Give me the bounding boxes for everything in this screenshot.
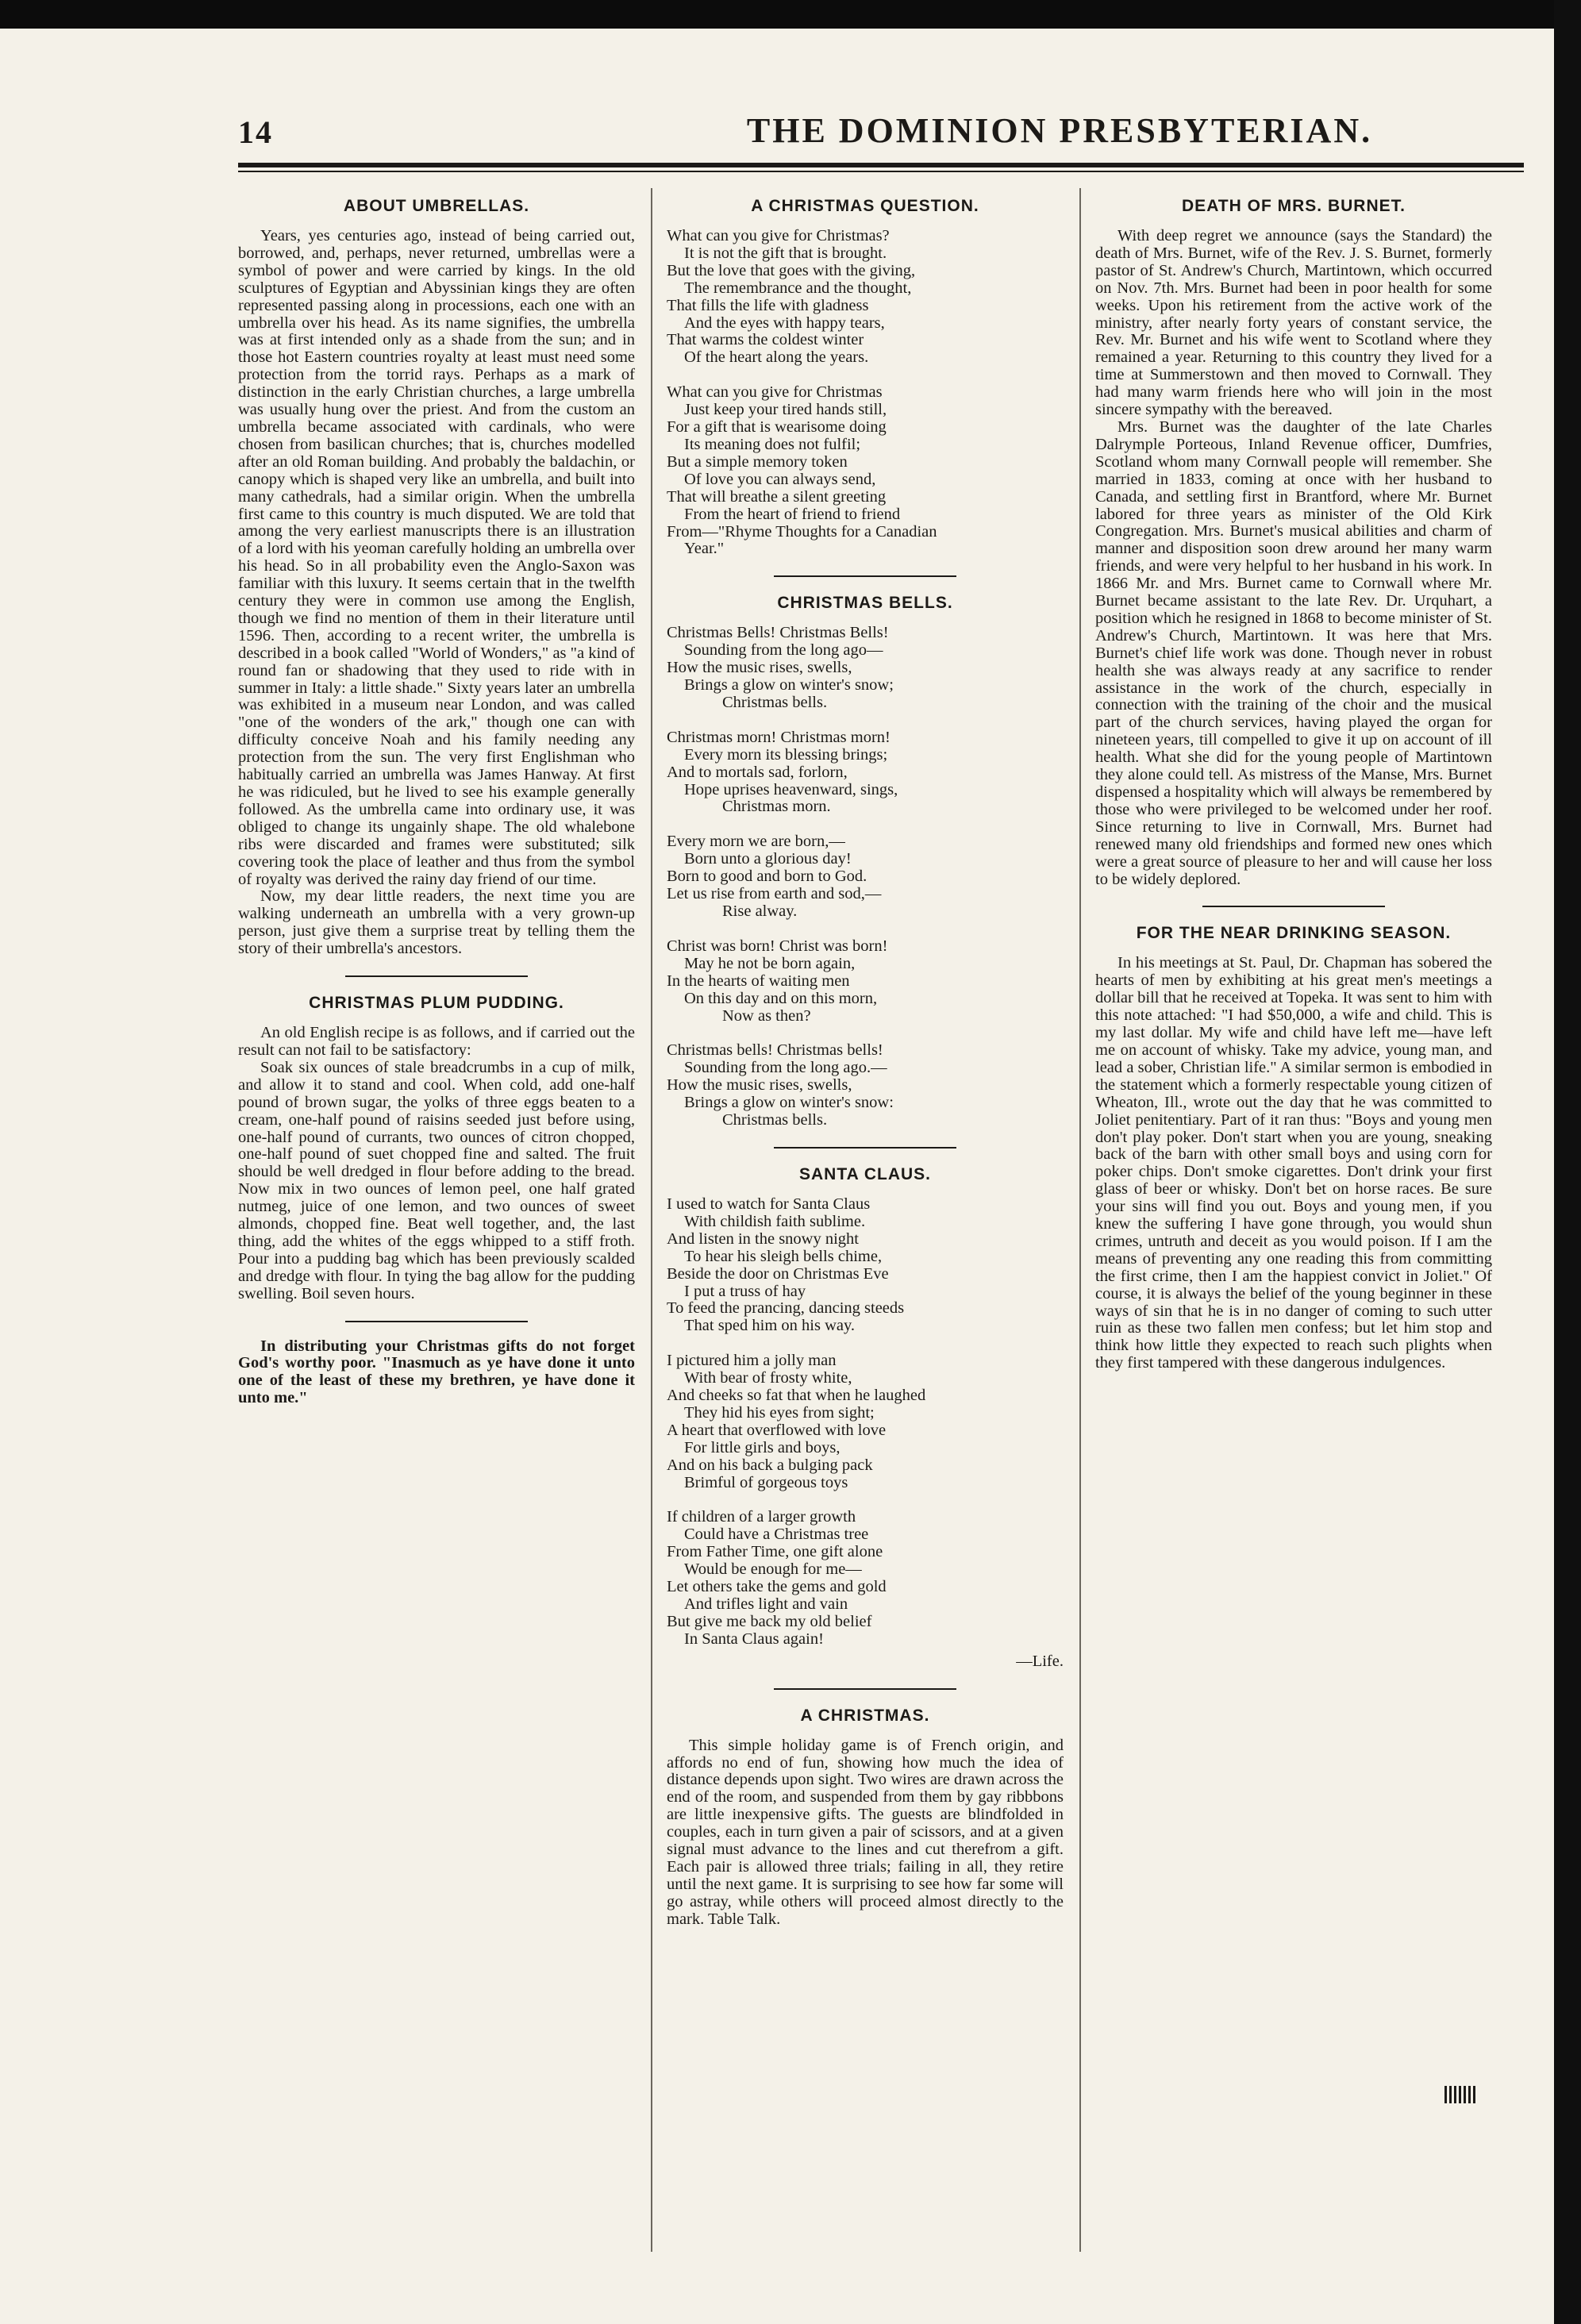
article-paragraph: Mrs. Burnet was the daughter of the late Charles Dalrymple Porteous, Inland Revenue officer, Dumfries, Scotland whom many Cornwall people will remember. She married in 1833, coming at once with her husband to Canada, and settling first in Brantford, where Mr. Burnet labored for three years as minister of the Old Kirk Congregation. Mrs. Burnet's musical abilities and charm of manner and disposition soon drew around her many warm friends, and were very helpful to her husband in his work. In 1866 Mr. and Mrs. Burnet came to Cornwall where Mr. Burnet became assistant to the late Rev. Dr. Urquhart, a position which he resigned in 1868 to become minister of St. Andrew's Church, Martintown. It was here that Mrs. Burnet's chief life work was done. Though never in robust health she was always ready at any sacrifice to render assistance in the work of the church, especially in connection with the training of the choir and the musical part of the church services, having played the organ for nineteen years, till compelled to give it up on account of ill health. What she did for the young people of Martintown they alone could tell. As mistress of the Manse, Mrs. Burnet dispensed a hospitality which will always be remembered by those who were privileged to be welcomed under her roof. Since returning to live in Cornwall, Mrs. Burnet had renewed many old friendships and formed new ones which were a great source of pleasure to her and will cause her loss to be widely deplored.: [1095, 417, 1492, 888]
poem-stanza: [667, 938, 1064, 1025]
article-paragraph: With deep regret we announce (says the Standard) the death of Mrs. Burnet, wife of the Rev. J. S. Burnet, formerly pastor of St. Andrew's Church, Martintown, which occurred on Nov. 7th. Mrs. Burnet had been in poor health for some weeks. Upon his retirement from the active work of the ministry, after nearly forty years of constant service, the Rev. Mr. Burnet and his wife went to Scotland where they remained a year. Returning to this country they lived for a time at Summerstown and then moved to Cornwall. They had many warm friends here who will join in the most sincere sympathy with the bereaved.: [1095, 227, 1492, 419]
poem-line: I put a truss of hay: [684, 1282, 806, 1300]
poem-line: If children of a larger growth: [667, 1508, 856, 1526]
poem-line: Christmas bells.: [722, 693, 828, 711]
poem-stanza: [667, 1196, 1064, 1335]
poem-source: Year.": [684, 540, 725, 558]
poem-line: I used to watch for Santa Claus: [667, 1195, 871, 1213]
poem-line: And trifles light and vain: [684, 1595, 848, 1613]
article-title-santa-claus: SANTA CLAUS.: [799, 1164, 931, 1183]
poem-line: Brings a glow on winter's snow;: [684, 676, 894, 695]
poem-line: It is not the gift that is brought.: [684, 244, 887, 262]
poem-line: Born unto a glorious day!: [684, 850, 852, 868]
poem-line: Christmas morn.: [722, 798, 831, 816]
poem-line: Christmas morn! Christmas morn!: [667, 728, 891, 746]
poem-line: But a simple memory token: [667, 452, 848, 471]
poem-line: What can you give for Christmas?: [667, 227, 890, 244]
scan-right-border: [1554, 0, 1581, 2324]
poem-line: Now as then?: [722, 1006, 811, 1025]
section-separator: [774, 575, 956, 577]
poem-line: For a gift that is wearisome doing: [667, 418, 887, 437]
poem-line: May he not be born again,: [684, 954, 856, 972]
poem-line: That sped him on his way.: [684, 1317, 856, 1335]
poem-line: But the love that goes with the giving,: [667, 261, 916, 279]
poem-line: Hope uprises heavenward, sings,: [684, 780, 898, 798]
article-paragraph: This simple holiday game is of French origin, and affords no end of fun, showing how much the idea of distance depends upon sight. Two wires are drawn across the end of the room, and suspended from them by gay ribbbons are little inexpensive gifts. The guests are blindfolded in couples, each in turn given a pair of scissors, and at a given signal must advance to the lines and cut therefrom a gift. Each pair is allowed three trials; failing in all, they retire until the next game. It is surprising to see how far some will go astray, while others will proceed almost directly to the mark. Table Talk.: [667, 1736, 1064, 1928]
article-paragraph: Years, yes centuries ago, instead of being carried out, borrowed, and, perhaps, never returned, umbrellas were a symbol of power and were carried by kings. In the old sculptures of Egyptian and Abyssinian kings they are often represented passing along in processions, each one with an umbrella over his head. As its name signifies, the umbrella was at first intended only as a shade from the sun; and in those hot Eastern countries royalty at least must need some protection from the torrid rays. Perhaps as a mark of distinction in the early Christian churches, a large umbrella was usually hung over the priest. And from the custom an umbrella became associated with cardinals, who were chosen from basilican churches; that is, churches modelled after an old Roman building. And probably the baldachin, or canopy which is shaped very like an umbrella, and built into many cathedrals, had a similar origin. When the umbrella first came to this country is much disputed. We are told that among the very earliest manuscripts there is an illustration of a lord with his yeoman carefully holding an umbrella over his head. So in all probability even the Anglo-Saxon was familiar with this luxury. It seems certain that in the twelfth century they were in common use among the English, though we find no mention of them in their literature until 1596. Then, according to a recent writer, the umbrella is described in a book called "World of Wonders," as "a kind of round fan or shadowing that they used to ride with in summer in Italy: a little shade." Sixty years later an umbrella was exhibited in a museum near London, and was called "one of the wonders of the ark," though one can with difficulty conceive Noah and his family needing any protection from the sun. The very first Englishman who habitually carried an umbrella was James Hanway. At first he was ridiculed, but he lived to see his example generally followed. As the umbrella came into ordinary use, it was obliged to change its ungainly shape. The old whalebone ribs were discarded and frames were substituted; silk covering took the place of leather and thus from the symbol of royalty was derived the rainy day friend of our time.: [238, 227, 635, 888]
poem-line: That will breathe a silent greeting: [667, 487, 887, 506]
poem-line: And on his back a bulging pack: [667, 1456, 873, 1474]
poem-line: With bear of frosty white,: [684, 1369, 852, 1387]
article-paragraph: Soak six ounces of stale breadcrumbs in a cup of milk, and allow it to stand and cool. When cold, add one-half pound of brown sugar, the yolks of three eggs beaten to a cream, one-half pound of raisins seeded just before using, one-half pound of currants, two ounces of citron chopped, one-half pound of suet chopped fine and salted. The fruit should be well dredged in flour before adding to the bread. Now mix in two ounces of lemon peel, one half grated nutmeg, juice of one lemon, and two ounces of sweet almonds, chopped fine. Beat well together, and, the last thing, add the whites of the eggs whipped to a stiff froth. Pour into a pudding bag which has been previously scalded and dredge with flour. In tying the bag allow for the pudding swelling. Boil seven hours.: [238, 1058, 635, 1302]
poem-line: Every morn its blessing brings;: [684, 745, 888, 764]
article-title-death-of-mrs-burnet: DEATH OF MRS. BURNET.: [1182, 197, 1406, 215]
poem-line: They hid his eyes from sight;: [684, 1403, 875, 1422]
poem-stanza: [667, 1352, 1064, 1491]
poem-stanza: [667, 228, 1064, 367]
poem-line: Christmas bells.: [722, 1111, 828, 1129]
poem-line: Christmas bells! Christmas bells!: [667, 1041, 883, 1060]
poem-line: For little girls and boys,: [684, 1438, 841, 1456]
poem-line: Would be enough for me—: [684, 1560, 862, 1579]
article-title-near-drinking-season: FOR THE NEAR DRINKING SEASON.: [1136, 924, 1452, 943]
poem-attribution: —Life.: [1016, 1652, 1064, 1670]
article-title-christmas-bells: CHRISTMAS BELLS.: [777, 594, 953, 613]
article-title-christmas-question: A CHRISTMAS QUESTION.: [751, 197, 979, 215]
article-title-pudding: CHRISTMAS PLUM PUDDING.: [309, 994, 564, 1013]
poem-line: That fills the life with gladness: [667, 296, 869, 314]
poem-stanza: [667, 1042, 1064, 1129]
section-separator: [345, 975, 528, 977]
section-separator: [345, 1321, 528, 1322]
poem-line: Brings a glow on winter's snow:: [684, 1094, 894, 1112]
poem-stanza: [667, 625, 1064, 712]
poem-line: But give me back my old belief: [667, 1612, 872, 1630]
section-separator: [1202, 906, 1385, 907]
poem-line: In Santa Claus again!: [684, 1629, 824, 1648]
poem-stanza: [667, 1509, 1064, 1648]
poem-line: On this day and on this morn,: [684, 989, 878, 1007]
page-number: 14: [238, 114, 273, 150]
gifts-paragraph: In distributing your Christmas gifts do not forget God's worthy poor. "Inasmuch as ye have done it unto one of the least of these my brethren, ye have done it unto me.": [238, 1337, 635, 1407]
poem-line: A heart that overflowed with love: [667, 1421, 887, 1439]
poem-line: Just keep your tired hands still,: [684, 401, 887, 419]
poem-line: Brimful of gorgeous toys: [684, 1473, 848, 1491]
scan-top-border: [0, 0, 1581, 29]
header-rule-thin: [238, 171, 1524, 172]
section-separator: [774, 1147, 956, 1149]
poem-line: Rise alway.: [722, 902, 798, 920]
column-middle: [667, 188, 1064, 1929]
poem-line: Let us rise from earth and sod,—: [667, 885, 882, 903]
poem-line: With childish faith sublime.: [684, 1212, 866, 1230]
poem-stanza: [667, 833, 1064, 921]
poem-line: In the hearts of waiting men: [667, 972, 850, 990]
poem-line: Of love you can always send,: [684, 470, 876, 488]
poem-line: And the eyes with happy tears,: [684, 314, 885, 332]
poem-line: Could have a Christmas tree: [684, 1526, 869, 1544]
poem-line: Sounding from the long ago—: [684, 641, 883, 660]
poem-line: To feed the prancing, dancing steeds: [667, 1299, 905, 1318]
article-title-a-christmas: A CHRISTMAS.: [800, 1706, 930, 1725]
poem-line: Beside the door on Christmas Eve: [667, 1264, 889, 1283]
poem-line: From the heart of friend to friend: [684, 505, 901, 523]
poem-line: Let others take the gems and gold: [667, 1578, 887, 1596]
article-paragraph: Now, my dear little readers, the next time you are walking underneath an umbrella with a very grown-up person, just give them a surprise treat by telling them the story of their umbrella's ancestors.: [238, 887, 635, 958]
article-paragraph: An old English recipe is as follows, and if carried out the result can not fail to be satisfactory:: [238, 1024, 635, 1059]
article-paragraph: In his meetings at St. Paul, Dr. Chapman has sobered the hearts of men by exhibiting at his great men's meetings a dollar bill that he received at Topeka. It was sent to him with this note attached: "I had $50,000, a wife and child. This is my last dollar. My wife and child have left me—have left me on account of whisky. Take my advice, young man, and lead a sober, Christian life." A similar sermon is embodied in the statement which a formerly respectable young citizen of Wheaton, Ill., wrote out the day that he was committed to Joliet penitentiary. Part of it ran thus: "Boys and young men don't play poker. Don't start when you are young, sneaking back of the barn with other small boys and using corn for poker chips. Don't smoke cigarettes. Don't drink your first glass of beer or whisky. Don't bet on horse races. Be sure your sins will find you out. Boys and young men, if you knew the suffering I have gone through, you would shun crimes, untruth and deceit as you would poison. If I am the means of preventing any one reading this from committing the first crime, then I am the happiest convict in Joliet." Of course, it is always the belief of the young beginner in these ways of sin that he is in no danger of coming to such utter ruin as these two fallen men confess; but let him stop and think how little they expected to reach such plights when they first tampered with these dangerous indulgences.: [1095, 954, 1492, 1372]
poem-line: Every morn we are born,—: [667, 833, 845, 851]
poem-line: And listen in the snowy night: [667, 1229, 860, 1248]
header-rule-thick: [238, 163, 1524, 167]
poem-source: From—"Rhyme Thoughts for a Canadian: [667, 522, 937, 541]
poem-line: Its meaning does not fulfil;: [684, 435, 861, 453]
poem-line: What can you give for Christmas: [667, 383, 883, 402]
poem-line: Christ was born! Christ was born!: [667, 937, 888, 955]
poem-line: And cheeks so fat that when he laughed: [667, 1387, 926, 1405]
column-right: [1095, 188, 1492, 1372]
poem-line: How the music rises, swells,: [667, 1076, 852, 1095]
poem-line: To hear his sleigh bells chime,: [684, 1247, 883, 1265]
column-divider: [651, 188, 652, 2252]
poem-line: I pictured him a jolly man: [667, 1352, 837, 1370]
poem-line: Of the heart along the years.: [684, 348, 869, 367]
poem-line: How the music rises, swells,: [667, 659, 852, 677]
article-title-umbrellas: ABOUT UMBRELLAS.: [343, 197, 530, 215]
column-left: [238, 188, 635, 1407]
poem-line: And to mortals sad, forlorn,: [667, 763, 848, 781]
printer-mark: [1444, 2086, 1476, 2103]
newspaper-page: [238, 107, 1524, 2298]
page-header: [238, 107, 1524, 155]
poem-stanza: [667, 384, 1064, 558]
poem-line: The remembrance and the thought,: [684, 279, 912, 297]
poem-line: That warms the coldest winter: [667, 331, 864, 349]
poem-line: Born to good and born to God.: [667, 868, 867, 886]
column-divider: [1079, 188, 1081, 2252]
masthead-title: THE DOMINION PRESBYTERIAN.: [746, 111, 1373, 150]
poem-line: From Father Time, one gift alone: [667, 1543, 883, 1561]
section-separator: [774, 1688, 956, 1690]
poem-stanza: [667, 729, 1064, 817]
poem-line: Christmas Bells! Christmas Bells!: [667, 624, 889, 642]
poem-line: Sounding from the long ago.—: [684, 1059, 887, 1077]
